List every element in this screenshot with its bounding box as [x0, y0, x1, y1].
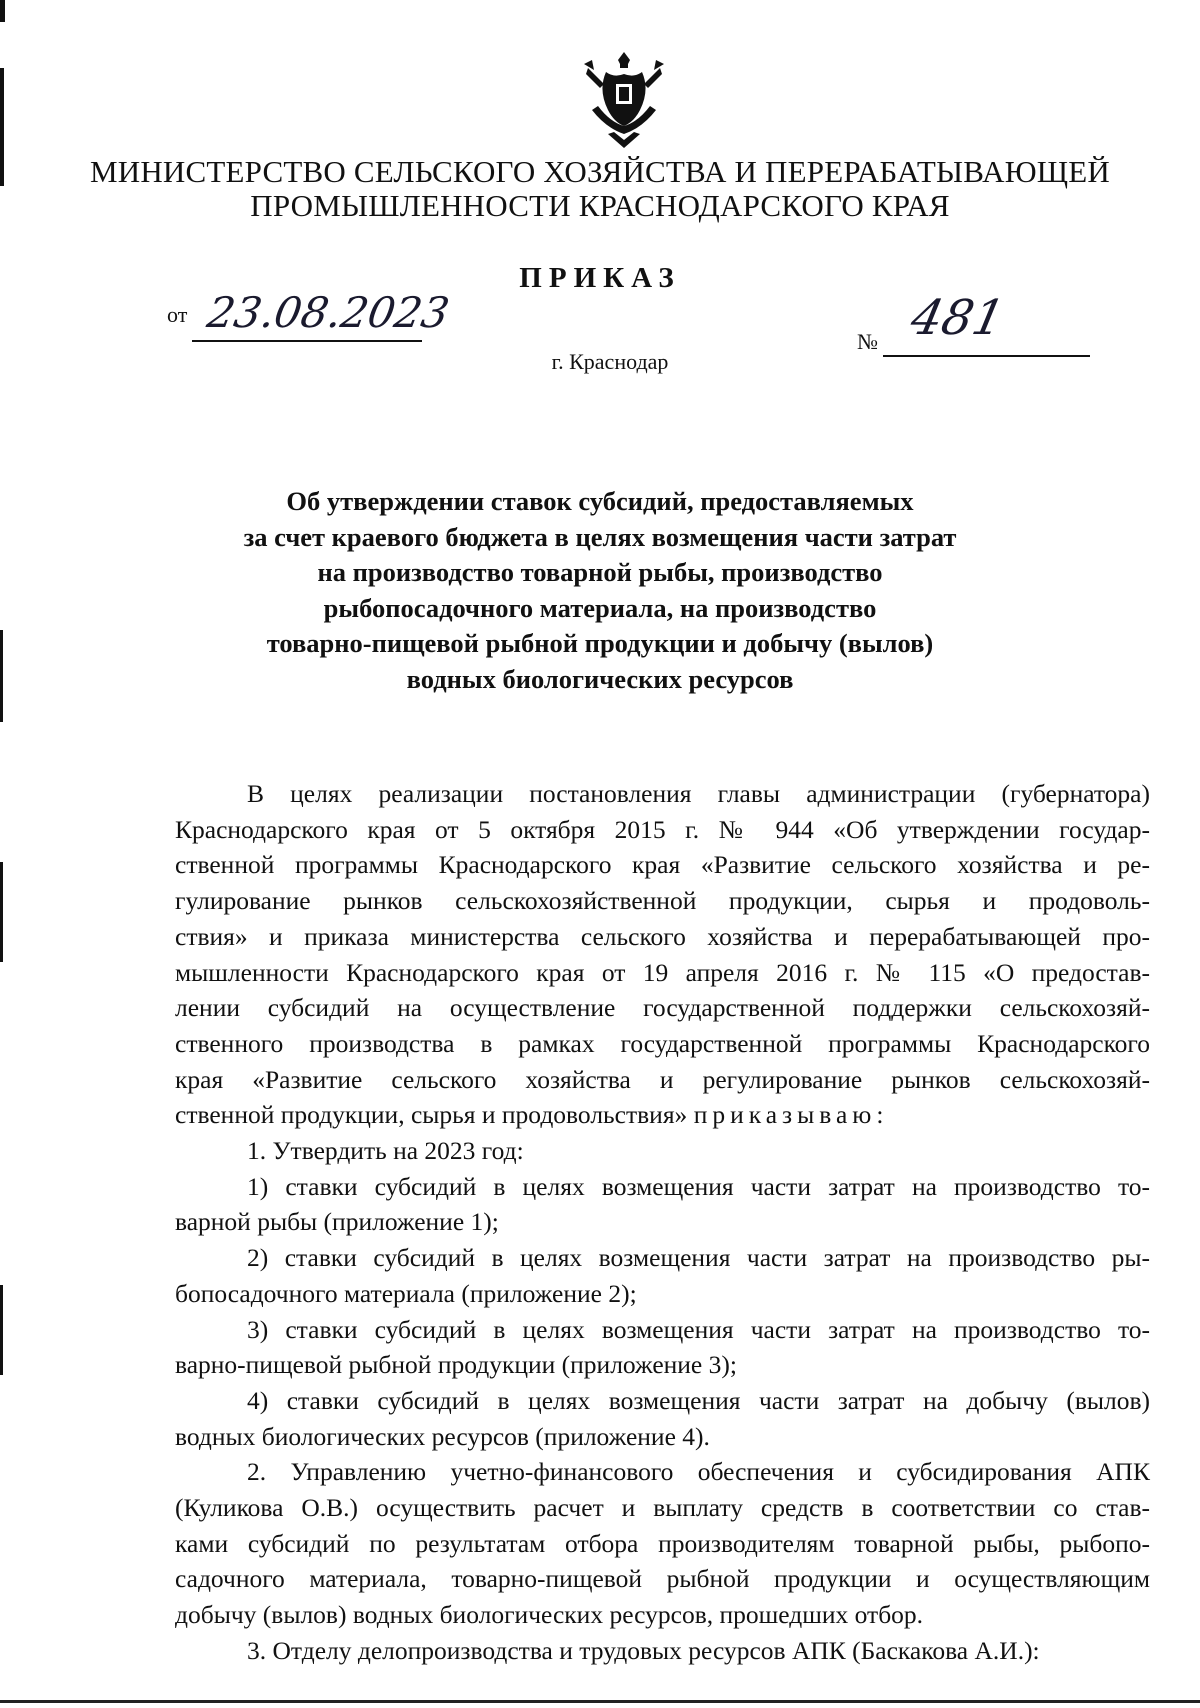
document-type-title: ПРИКАЗ: [519, 262, 681, 294]
intro-closing-text: ственной продукции, сырья и продовольствия»: [175, 1100, 688, 1130]
subject-line: водных биологических ресурсов: [406, 663, 794, 694]
subject-line: на производство товарной рыбы, производство: [317, 557, 883, 587]
item-1-4-line: водных биологических ресурсов (приложение 4).: [175, 1421, 710, 1451]
ministry-name-line-1: МИНИСТЕРСТВО СЕЛЬСКОГО ХОЗЯЙСТВА И ПЕРЕРАБАТЫВАЮЩЕЙ: [89, 154, 1111, 189]
number-prefix: №: [857, 329, 878, 354]
item-2-line: (Куликова О.В.) осуществить расчет и выплату средств в соответствии со став-: [175, 1493, 1150, 1523]
item-1-1-line: 1) ставки субсидий в целях возмещения части затрат на производство то-: [247, 1171, 1150, 1201]
handwritten-date: 23.08.2023: [203, 288, 453, 337]
scan-edge-mark: [0, 1285, 3, 1375]
scan-edge-mark: [0, 862, 3, 962]
item-2-line: добычу (вылов) водных биологических ресурсов, прошедших отбор.: [175, 1600, 924, 1630]
order-body: [175, 776, 1150, 1669]
scan-edge-mark: [0, 0, 5, 22]
date-underline: [192, 340, 422, 342]
item-1-4-line: 4) ставки субсидий в целях возмещения части затрат на добычу (вылов): [247, 1385, 1150, 1415]
body-line: В целях реализации постановления главы администрации (губернатора): [247, 779, 1150, 808]
order-word: приказываю:: [693, 1100, 889, 1130]
subject-line: рыбопосадочного материала, на производство: [323, 592, 877, 623]
item-1: 1. Утвердить на 2023 год:: [247, 1136, 524, 1166]
item-1-1-line: варной рыбы (приложение 1);: [175, 1207, 499, 1237]
body-line: [175, 1097, 1150, 1133]
item-2-line: садочного материала, товарно-пищевой рыбной продукции и осуществляющим: [175, 1564, 1150, 1594]
item-2-line: ками субсидий по результатам отбора производителям товарной рыбы, рыбопо-: [175, 1528, 1150, 1558]
body-line: гулирование рынков сельскохозяйственной продукции, сырья и продоволь-: [175, 886, 1150, 916]
body-line: ствия» и приказа министерства сельского хозяйства и перерабатывающей про-: [175, 921, 1150, 951]
coat-of-arms-emblem: [578, 50, 670, 150]
item-1-2-line: 2) ставки субсидий в целях возмещения части затрат на производство ры-: [247, 1243, 1150, 1273]
body-line: мышленности Краснодарского края от 19 апреля 2016 г. № 115 «О предостав-: [175, 957, 1150, 987]
order-subject: [0, 484, 1200, 697]
ministry-name-line-2: ПРОМЫШЛЕННОСТИ КРАСНОДАРСКОГО КРАЯ: [250, 188, 950, 223]
item-1-2-line: бопосадочного материала (приложение 2);: [175, 1278, 637, 1308]
body-line: ственного производства в рамках государственной программы Краснодарского: [175, 1028, 1150, 1058]
handwritten-number: 481: [906, 290, 1010, 346]
subject-line: за счет краевого бюджета в целях возмещения части затрат: [243, 521, 957, 552]
body-line: лении субсидий на осуществление государственной поддержки сельскохозяй-: [175, 993, 1150, 1023]
item-1-3-line: варно-пищевой рыбной продукции (приложение 3);: [175, 1350, 737, 1380]
scan-bottom-edge: [0, 1700, 1200, 1703]
subject-line: Об утверждении ставок субсидий, предоставляемых: [286, 486, 914, 516]
subject-line: товарно-пищевой рыбной продукции и добычу (вылов): [266, 628, 934, 658]
item-1-3-line: 3) ставки субсидий в целях возмещения части затрат на производство то-: [247, 1314, 1150, 1344]
item-2-line: 2. Управлению учетно-финансового обеспечения и субсидирования АПК: [247, 1457, 1150, 1487]
item-3: 3. Отделу делопроизводства и трудовых ресурсов АПК (Баскакова А.И.):: [247, 1635, 1040, 1665]
city-label: г. Краснодар: [551, 349, 669, 374]
date-prefix: от: [167, 302, 188, 327]
body-line: края «Развитие сельского хозяйства и регулирование рынков сельскохозяй-: [175, 1064, 1150, 1094]
body-line: ственной программы Краснодарского края «Развитие сельского хозяйства и ре-: [175, 850, 1150, 880]
body-line: Краснодарского края от 5 октября 2015 г. № 944 «Об утверждении государ-: [175, 814, 1150, 844]
